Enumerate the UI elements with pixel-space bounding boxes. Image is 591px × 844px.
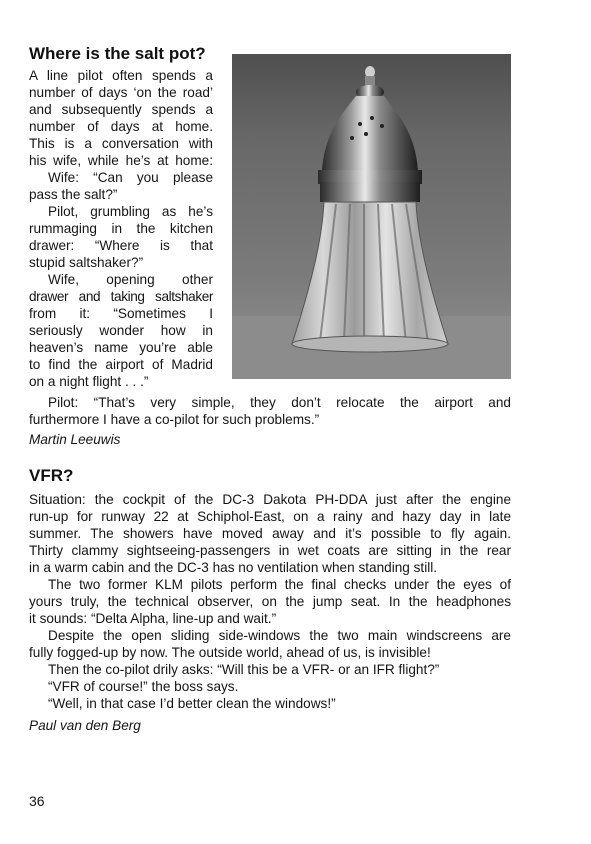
article2-line: The two former KLM pilots perform the final checks under the eyes of <box>48 577 511 592</box>
article2-line: Thirty clammy sightseeing-passengers in wet coats are sitting in the rear <box>29 543 511 558</box>
page-number: 36 <box>29 793 45 809</box>
article2-line: run-up for runway 22 at Schiphol-East, on a rainy and hazy day in late <box>29 509 511 524</box>
article1-line: Pilot, grumbling as he’s <box>48 204 213 219</box>
article2-author: Paul van den Berg <box>29 718 141 733</box>
article1-line: Pilot: “That’s very simple, they don’t relocate the airport and <box>48 395 511 410</box>
salt-shaker-icon <box>232 54 511 379</box>
article1-line: number of days at home. <box>29 119 213 134</box>
article2-line: “Well, in that case I’d better clean the windows!” <box>48 696 336 711</box>
article1-line: drawer: “Where is that <box>29 238 213 253</box>
article1-line: This is a conversation with <box>29 136 213 151</box>
article1-author: Martin Leeuwis <box>29 432 121 447</box>
article1-line: pass the salt?” <box>29 187 118 202</box>
article2-line: fully fogged-up by now. The outside world, ahead of us, is invisible! <box>29 645 431 660</box>
article1-line: Wife: “Can you please <box>48 170 213 185</box>
article1-line: A line pilot often spends a <box>29 68 213 83</box>
article2-line: summer. The showers have moved away and it’s possible to fly again. <box>29 526 511 541</box>
article1-line: on a night flight . . .” <box>29 374 149 389</box>
article1-line: rummaging in the kitchen <box>29 221 213 236</box>
article1-line: and subsequently spends a <box>29 102 213 117</box>
article1-line: furthermore I have a co-pilot for such problems.” <box>29 412 320 427</box>
article2-line: Despite the open sliding side-windows the two main windscreens are <box>48 628 511 643</box>
article1-line: drawer and taking saltshaker <box>29 289 213 304</box>
article2-line: Then the co-pilot drily asks: “Will this be a VFR- or an IFR flight?” <box>48 662 440 677</box>
article1-line: heaven’s name you’re able <box>29 340 213 355</box>
article2-line: Situation: the cockpit of the DC-3 Dakota PH-DDA just after the engine <box>29 492 511 507</box>
article-title-vfr: VFR? <box>29 466 74 485</box>
article1-line: from it: “Sometimes I <box>29 306 213 321</box>
article1-line: Wife, opening other <box>48 272 213 287</box>
article2-line: it sounds: “Delta Alpha, line-up and wait.” <box>29 611 277 626</box>
article1-line: seriously wonder how in <box>29 323 213 338</box>
article2-line: in a warm cabin and the DC-3 has no ventilation when standing still. <box>29 560 438 575</box>
article1-line: his wife, while he’s at home: <box>29 153 213 168</box>
article1-line: stupid saltshaker?” <box>29 255 144 270</box>
article2-line: yours truly, the technical observer, on the jump seat. In the headphones <box>29 594 511 609</box>
article2-line: “VFR of course!” the boss says. <box>48 679 239 694</box>
article1-line: to find the airport of Madrid <box>29 357 213 372</box>
article-title-salt-pot: Where is the salt pot? <box>29 44 206 63</box>
article1-line: number of days ‘on the road’ <box>29 85 213 100</box>
salt-shaker-photo <box>232 54 511 379</box>
